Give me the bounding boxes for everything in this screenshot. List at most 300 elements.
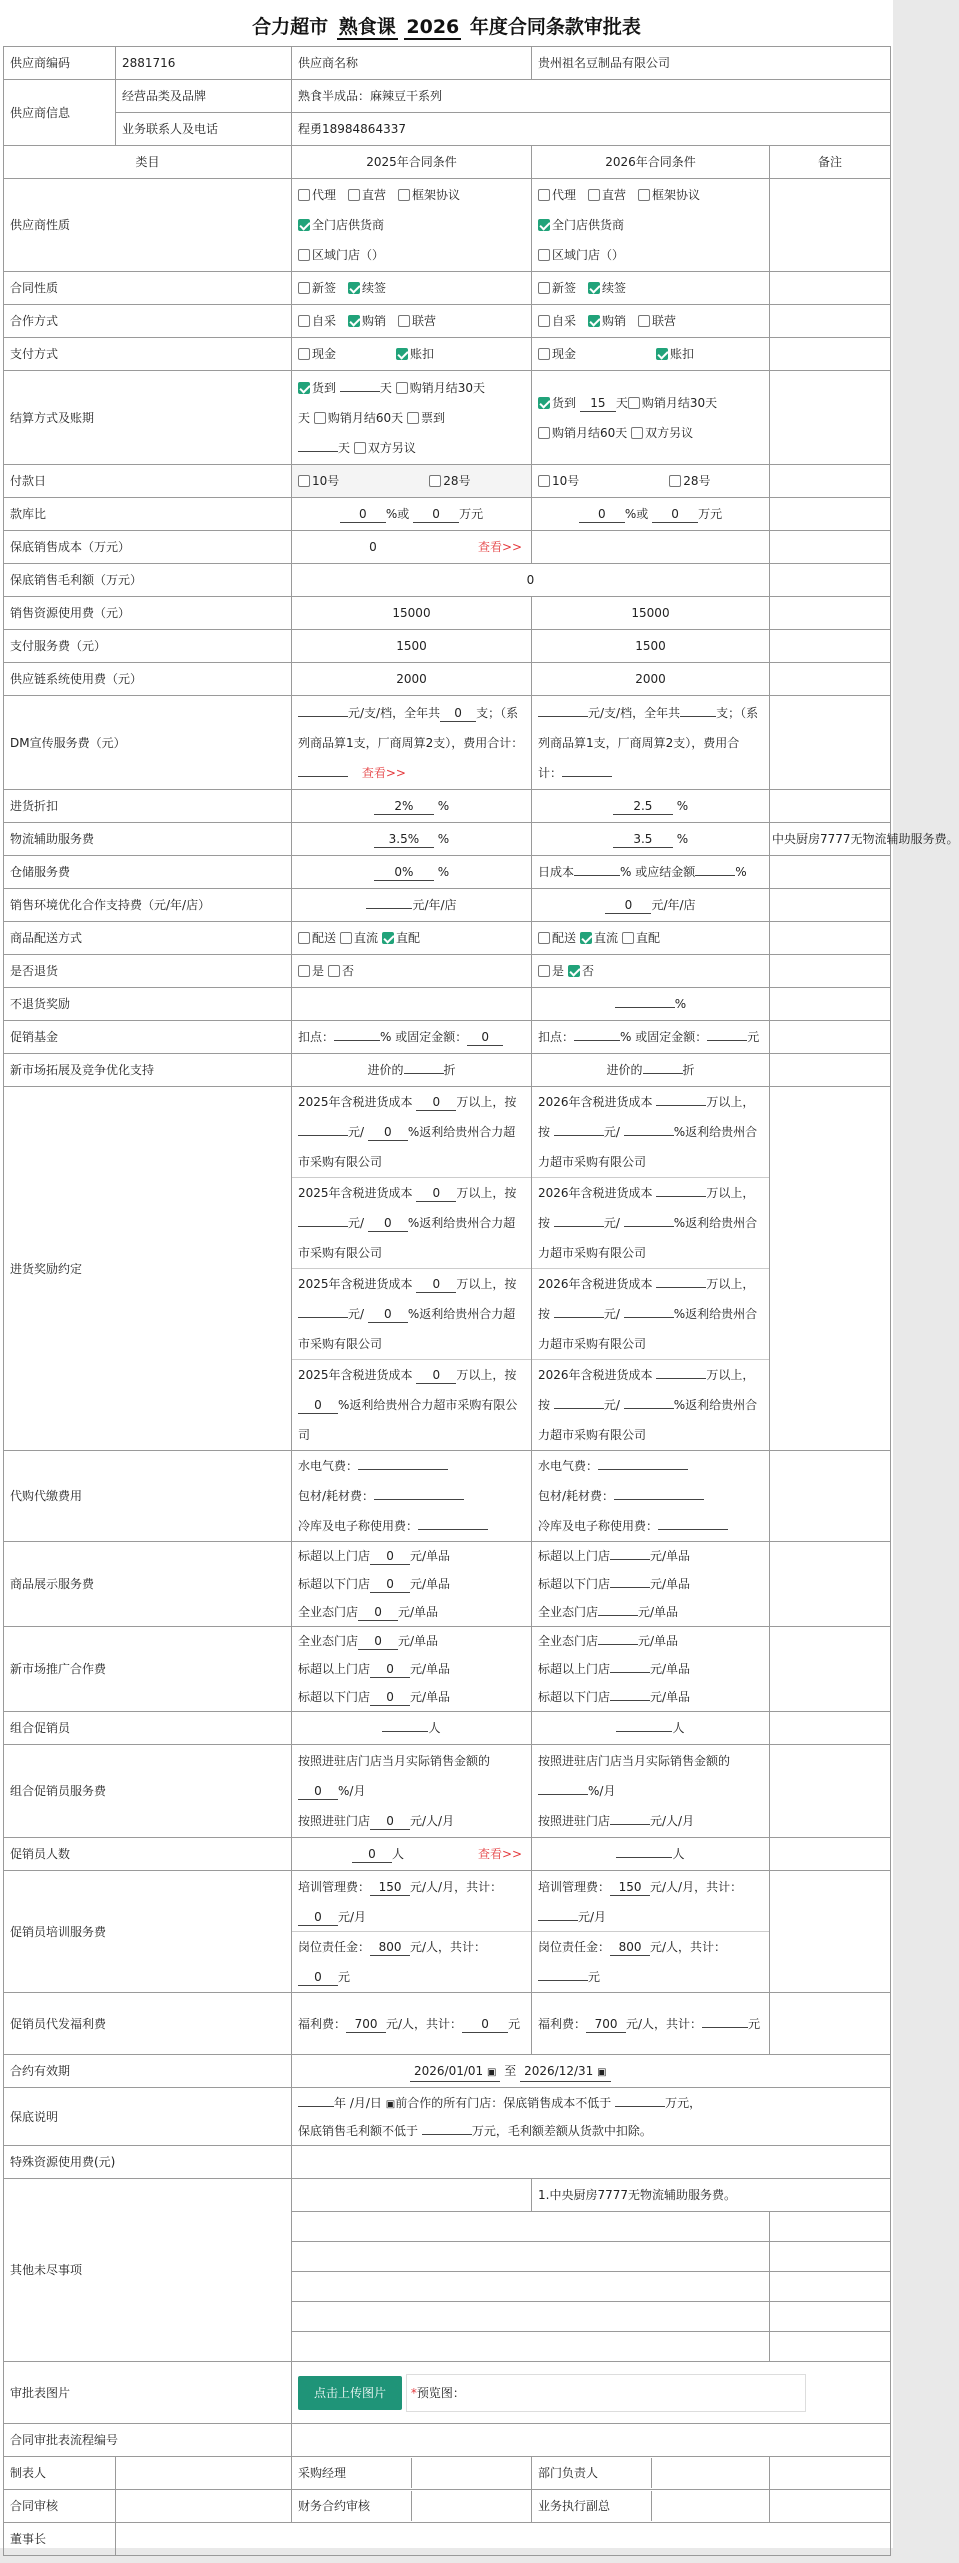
- delivery-label: 商品配送方式: [4, 922, 292, 955]
- cost-input[interactable]: 0: [416, 1094, 456, 1111]
- pct-input[interactable]: [624, 1135, 674, 1136]
- ratio-label: 款库比: [4, 498, 292, 531]
- remark-cell: [770, 305, 891, 338]
- pct-input[interactable]: 0: [298, 1397, 338, 1414]
- yuan-input[interactable]: [554, 1408, 604, 1409]
- checkbox[interactable]: [656, 348, 668, 360]
- text: 扣点：: [538, 1030, 575, 1044]
- checkbox[interactable]: [538, 249, 550, 261]
- header-2026: 2026年合同条件: [532, 146, 770, 179]
- guarantee-note-label: 保底说明: [4, 2088, 292, 2146]
- checkbox[interactable]: [298, 965, 310, 977]
- count-input[interactable]: [382, 1731, 428, 1732]
- category-value: 熟食半成品：麻辣豆干系列: [292, 80, 891, 113]
- text: 扣点：: [298, 1030, 335, 1044]
- checkbox[interactable]: [669, 475, 681, 487]
- utility-input[interactable]: [358, 1469, 448, 1470]
- remark-cell: [770, 790, 891, 823]
- days-input[interactable]: [340, 391, 380, 392]
- cost-input[interactable]: [656, 1287, 706, 1288]
- opt-label: 28号: [683, 474, 711, 488]
- remark-cell: [770, 1451, 891, 1542]
- cost-input[interactable]: 0: [416, 1185, 456, 1202]
- warehouse-2026: [532, 856, 770, 889]
- opt-label: 新签: [552, 281, 577, 295]
- text: 全业态门店: [538, 1605, 599, 1619]
- text: % 或固定金额：: [380, 1030, 468, 1044]
- margin-input[interactable]: [422, 2134, 472, 2135]
- cost-input[interactable]: [615, 2106, 665, 2107]
- checkbox[interactable]: [538, 219, 550, 231]
- checkbox[interactable]: [396, 348, 408, 360]
- amount-input[interactable]: 0: [467, 1029, 503, 1046]
- pct-input[interactable]: 0: [298, 1783, 338, 1800]
- unit: 元/单品: [638, 1634, 679, 1648]
- training-2025: [292, 1871, 532, 1993]
- opt-label: 是: [312, 964, 325, 978]
- price-input[interactable]: [610, 1587, 650, 1588]
- checkbox[interactable]: [538, 397, 550, 409]
- checkbox[interactable]: [631, 427, 643, 439]
- cost-input[interactable]: [656, 1378, 706, 1379]
- checkbox[interactable]: [588, 315, 600, 327]
- logistics-2026: [532, 823, 770, 856]
- other-cell[interactable]: [770, 2332, 891, 2362]
- checkbox[interactable]: [588, 189, 600, 201]
- new-promo-2026: [532, 1627, 770, 1712]
- price-input[interactable]: 0: [370, 1576, 410, 1593]
- pay-day-2025: [292, 465, 532, 498]
- discount-input[interactable]: [404, 1073, 444, 1074]
- contract-nature-2026: [532, 272, 770, 305]
- dm-2025: [292, 696, 532, 790]
- checkbox[interactable]: [298, 282, 310, 294]
- remark-cell: [770, 1054, 891, 1087]
- total-input[interactable]: [298, 776, 348, 777]
- checkbox[interactable]: [314, 412, 326, 424]
- rebate-tier: [292, 1087, 531, 1178]
- price-input[interactable]: 0: [370, 1813, 410, 1830]
- checkbox[interactable]: [568, 965, 580, 977]
- opt-label: 账扣: [410, 347, 435, 361]
- display-label: 商品展示服务费: [4, 1542, 292, 1627]
- unit: %: [676, 799, 689, 813]
- checkbox[interactable]: [429, 475, 441, 487]
- fee-input[interactable]: 700: [586, 2016, 626, 2033]
- delivery-2026: [532, 922, 770, 955]
- rebate-tier: [292, 1360, 531, 1448]
- checkbox[interactable]: [348, 315, 360, 327]
- text: 保底销售毛利额不低于: [298, 2123, 419, 2138]
- price-input[interactable]: 0: [358, 1633, 398, 1650]
- checkbox[interactable]: [538, 189, 550, 201]
- audit-label: 合同审核: [4, 2490, 116, 2523]
- text: 标超以上门店: [538, 1549, 611, 1563]
- price-input[interactable]: [610, 1824, 650, 1825]
- dm-2026: [532, 696, 770, 790]
- view-link[interactable]: 查看>>: [478, 1847, 523, 1861]
- opt-label: 区域门店（）: [312, 248, 385, 262]
- checkbox[interactable]: [328, 965, 340, 977]
- total-input[interactable]: [538, 1920, 578, 1921]
- value: 0: [369, 540, 377, 554]
- opt-label: 直流: [354, 931, 379, 945]
- remark-cell: [770, 1021, 891, 1054]
- opt-label: 全门店供货商: [312, 218, 385, 232]
- checkbox[interactable]: [348, 282, 360, 294]
- checkbox[interactable]: [588, 282, 600, 294]
- text: 标超以上门店: [538, 1662, 611, 1676]
- promoters-2025: [292, 1838, 532, 1871]
- coop-2025: [292, 305, 532, 338]
- pct-input[interactable]: [624, 1317, 674, 1318]
- special-value[interactable]: [292, 2146, 891, 2179]
- info-label: 供应商信息: [4, 80, 116, 146]
- guarantee-cost-label: 保底销售成本（万元）: [4, 531, 292, 564]
- text: 万以上，按: [538, 1368, 755, 1412]
- warehouse-input[interactable]: 0%: [374, 864, 434, 881]
- logistics-label: 物流辅助服务费: [4, 823, 292, 856]
- total-input[interactable]: 0: [298, 1969, 338, 1986]
- utility-input[interactable]: [598, 1469, 688, 1470]
- opt-label: 全门店供货商: [552, 218, 625, 232]
- combo-2025: [292, 1712, 532, 1745]
- remark-cell: [770, 630, 891, 663]
- maker-label: 制表人: [4, 2457, 116, 2490]
- new-market-label: 新市场拓展及竞争优化支持: [4, 1054, 292, 1087]
- price-input[interactable]: 0: [358, 1604, 398, 1621]
- pct-input[interactable]: [624, 1408, 674, 1409]
- checkbox[interactable]: [340, 932, 352, 944]
- agent-fee-label: 代购代缴费用: [4, 1451, 292, 1542]
- guarantee-margin-label: 保底销售毛利额（万元）: [4, 564, 292, 597]
- price-input[interactable]: 0: [370, 1661, 410, 1678]
- checkbox[interactable]: [298, 348, 310, 360]
- count-input[interactable]: 0: [440, 705, 476, 722]
- fee-input[interactable]: 150: [370, 1879, 410, 1896]
- discount-2025: [292, 790, 532, 823]
- unit: 天: [615, 395, 628, 410]
- remark-cell: [770, 1712, 891, 1745]
- combo-label: 组合促销员: [4, 1712, 292, 1745]
- text: 元/: [603, 1216, 620, 1230]
- env-2025: [292, 889, 532, 922]
- opt-label: 10号: [552, 474, 580, 488]
- rebate-tier: [532, 1269, 769, 1360]
- env-label: 销售环境优化合作支持费（元/年/店）: [4, 889, 292, 922]
- settle-2026: [532, 371, 770, 465]
- opt-label: 直营: [362, 188, 387, 202]
- other-cell[interactable]: [292, 2302, 770, 2332]
- supply-fee-2026: 2000: [532, 663, 770, 696]
- checkbox[interactable]: [298, 219, 310, 231]
- dept-cell: [532, 2457, 770, 2490]
- text: % 或应结金额: [620, 865, 696, 879]
- price-input[interactable]: [610, 1672, 650, 1673]
- days-input[interactable]: [298, 451, 338, 452]
- yuan-input[interactable]: [554, 1135, 604, 1136]
- cost-input[interactable]: [574, 875, 620, 876]
- discount-input[interactable]: 2.5: [613, 798, 673, 815]
- warehouse-label: 仓储服务费: [4, 856, 292, 889]
- text: 万以上，按: [538, 1095, 755, 1139]
- upload-button[interactable]: 点击上传图片: [298, 2376, 402, 2410]
- checkbox[interactable]: [354, 442, 366, 454]
- text: 万以上，按: [456, 1368, 517, 1382]
- text: 元: [748, 2016, 761, 2031]
- unit: %: [437, 799, 450, 813]
- text: 培训管理费：: [298, 1879, 371, 1894]
- total-input[interactable]: [562, 776, 612, 777]
- contact-label: 业务联系人及电话: [116, 113, 292, 146]
- calendar-icon: ▣: [597, 2067, 607, 2078]
- pay-method-label: 支付方式: [4, 338, 292, 371]
- cost-input[interactable]: [656, 1196, 706, 1197]
- logistics-input[interactable]: 3.5%: [374, 831, 434, 848]
- checkbox[interactable]: [398, 315, 410, 327]
- opt-label: 新签: [312, 281, 337, 295]
- checkbox[interactable]: [538, 348, 550, 360]
- amount-input[interactable]: [707, 1040, 747, 1041]
- total-input[interactable]: [702, 2027, 748, 2028]
- count-input[interactable]: [680, 716, 716, 717]
- buyer-cell: [292, 2457, 532, 2490]
- checkbox[interactable]: [622, 932, 634, 944]
- checkbox[interactable]: [538, 315, 550, 327]
- returns-label: 是否退货: [4, 955, 292, 988]
- year-input[interactable]: [298, 2106, 334, 2107]
- text: 2026年含税进货成本: [538, 1095, 653, 1109]
- checkbox[interactable]: [298, 315, 310, 327]
- checkbox[interactable]: [348, 189, 360, 201]
- other-label: 其他未尽事项: [4, 2179, 292, 2362]
- price-input[interactable]: [610, 1700, 650, 1701]
- checkbox[interactable]: [538, 282, 550, 294]
- contract-nature-2025: [292, 272, 532, 305]
- view-link[interactable]: 查看>>: [478, 540, 523, 554]
- other-cell[interactable]: [292, 2332, 770, 2362]
- unit: 元/单品: [650, 1549, 691, 1563]
- other-cell[interactable]: [292, 2212, 770, 2242]
- yuan-input[interactable]: [554, 1226, 604, 1227]
- opt-label: 购销: [602, 314, 627, 328]
- checkbox[interactable]: [298, 249, 310, 261]
- count-input[interactable]: [616, 1731, 672, 1732]
- ratio-pct-input[interactable]: 0: [579, 506, 625, 523]
- checkbox[interactable]: [538, 965, 550, 977]
- count-input[interactable]: 0: [352, 1846, 392, 1863]
- unit: 天: [338, 440, 351, 455]
- ratio-amount-input[interactable]: 0: [413, 506, 459, 523]
- code-value: 2881716: [116, 47, 292, 80]
- preview-label: 预览图：: [416, 2385, 465, 2400]
- checkbox[interactable]: [298, 475, 310, 487]
- checkbox[interactable]: [396, 382, 408, 394]
- checkbox[interactable]: [580, 932, 592, 944]
- cold-storage-input[interactable]: [418, 1529, 488, 1530]
- env-input[interactable]: 0: [605, 897, 651, 914]
- checkbox[interactable]: [538, 475, 550, 487]
- other-note: 1.中央厨房7777无物流辅助服务费。: [532, 2179, 891, 2212]
- cold-storage-input[interactable]: [658, 1529, 728, 1530]
- price-input[interactable]: 0: [370, 1548, 410, 1565]
- text: 2026年含税进货成本: [538, 1277, 653, 1291]
- discount-input[interactable]: 2%: [374, 798, 434, 815]
- unit: 元/年/店: [412, 898, 457, 912]
- yuan-input[interactable]: [298, 1317, 348, 1318]
- checkbox[interactable]: [298, 382, 310, 394]
- opt-label: 购销月结60天: [327, 410, 404, 425]
- fee-input[interactable]: 150: [610, 1879, 650, 1896]
- material-input[interactable]: [614, 1499, 704, 1500]
- cost-input[interactable]: 0: [416, 1276, 456, 1293]
- env-input[interactable]: [366, 908, 412, 909]
- rate-input[interactable]: [334, 1040, 380, 1041]
- text: 福利费：: [298, 2016, 347, 2031]
- discount-input[interactable]: [643, 1073, 683, 1074]
- opt-label: 现金: [552, 347, 577, 361]
- remark-cell: [770, 272, 891, 305]
- price-input[interactable]: [298, 716, 348, 717]
- yuan-input[interactable]: [298, 1226, 348, 1227]
- calendar-icon[interactable]: ▣: [385, 2098, 396, 2110]
- checkbox[interactable]: [638, 189, 650, 201]
- logistics-input[interactable]: 3.5: [613, 831, 673, 848]
- opt-label: 联营: [412, 314, 437, 328]
- text: 元/人，共计：: [626, 2016, 703, 2031]
- checkbox[interactable]: [382, 932, 394, 944]
- checkbox[interactable]: [538, 932, 550, 944]
- promo-fund-label: 促销基金: [4, 1021, 292, 1054]
- vp-label: 业务执行副总: [532, 2491, 652, 2521]
- date-text: 2026/12/31: [524, 2064, 594, 2078]
- price-input[interactable]: 0: [370, 1689, 410, 1706]
- text: 包材/耗材费：: [538, 1489, 615, 1503]
- text: 支；（系列商品算1支，厂商周算2支），费用合计：: [538, 705, 759, 780]
- checkbox[interactable]: [298, 189, 310, 201]
- pay-method-2025: [292, 338, 532, 371]
- cost-input[interactable]: 0: [416, 1367, 456, 1384]
- remark-cell: [770, 988, 891, 1021]
- end-date-input[interactable]: [520, 2063, 610, 2082]
- price-input[interactable]: [538, 716, 588, 717]
- other-cell[interactable]: [770, 2272, 891, 2302]
- unit: %: [437, 865, 450, 879]
- image-value: [292, 2362, 891, 2424]
- checkbox[interactable]: [628, 397, 640, 409]
- checkbox[interactable]: [407, 412, 419, 424]
- unit: 元/年/店: [651, 898, 696, 912]
- deposit-input[interactable]: 800: [610, 1939, 650, 1956]
- text: %返利给贵州合力超市采购有限公司: [298, 1216, 516, 1260]
- count-input[interactable]: [616, 1857, 672, 1858]
- checkbox[interactable]: [638, 315, 650, 327]
- checkbox[interactable]: [398, 189, 410, 201]
- checkbox[interactable]: [538, 427, 550, 439]
- other-cell[interactable]: [292, 2242, 770, 2272]
- other-cell[interactable]: [770, 2212, 891, 2242]
- text: 万以上，按: [538, 1277, 755, 1321]
- ratio-amount-input[interactable]: 0: [652, 506, 698, 523]
- nature-label: 供应商性质: [4, 179, 292, 272]
- price-input[interactable]: [610, 1559, 650, 1560]
- unit: 元/单品: [410, 1549, 451, 1563]
- other-cell[interactable]: [770, 2242, 891, 2272]
- material-input[interactable]: [374, 1499, 464, 1500]
- text: 标超以上门店: [298, 1662, 371, 1676]
- other-cell[interactable]: [292, 2179, 532, 2212]
- rebate-tier: [532, 1360, 769, 1448]
- yuan-input[interactable]: [298, 1135, 348, 1136]
- ratio-pct-input[interactable]: 0: [340, 506, 386, 523]
- text: 万元: [459, 507, 484, 521]
- logistics-2025: [292, 823, 532, 856]
- text: 进价的: [606, 1063, 643, 1077]
- service-fee-2026: 1500: [532, 630, 770, 663]
- text: 标超以下门店: [298, 1690, 371, 1704]
- pct-input[interactable]: [538, 1794, 588, 1795]
- cost-input[interactable]: [656, 1105, 706, 1106]
- welfare-label: 促销员代发福利费: [4, 1993, 292, 2055]
- guarantee-cost-2026: [532, 531, 770, 564]
- amount-input[interactable]: [695, 875, 735, 876]
- pct-input[interactable]: 0: [368, 1124, 408, 1141]
- opt-label: 续签: [362, 281, 387, 295]
- opt-label: 代理: [312, 188, 337, 202]
- code-label: 供应商编码: [4, 47, 116, 80]
- pct-input[interactable]: 0: [368, 1215, 408, 1232]
- view-link[interactable]: 查看>>: [361, 765, 406, 780]
- total-input[interactable]: 0: [298, 1909, 338, 1926]
- price-input[interactable]: [598, 1644, 638, 1645]
- pct-input[interactable]: [624, 1226, 674, 1227]
- total-input[interactable]: 0: [462, 2016, 508, 2033]
- remark-cell: [770, 371, 891, 465]
- text: 元: [338, 1969, 351, 1984]
- other-cell[interactable]: [770, 2302, 891, 2332]
- name-label: 供应商名称: [292, 47, 532, 80]
- reward-input[interactable]: [615, 1007, 675, 1008]
- supply-fee-2025: 2000: [292, 663, 532, 696]
- days-input[interactable]: 15: [580, 395, 616, 412]
- promoters-2026: [532, 1838, 770, 1871]
- text: 标超以下门店: [298, 1577, 371, 1591]
- unit: 人: [391, 1847, 404, 1861]
- checkbox[interactable]: [298, 932, 310, 944]
- remark-cell: [770, 1542, 891, 1627]
- total-input[interactable]: [538, 1980, 588, 1981]
- rate-input[interactable]: [574, 1040, 620, 1041]
- other-cell[interactable]: [292, 2272, 770, 2302]
- opt-label: 区域门店（）: [552, 248, 625, 262]
- text: 元/: [603, 1125, 620, 1139]
- price-input[interactable]: [598, 1615, 638, 1616]
- supply-fee-label: 供应链系统使用费（元）: [4, 663, 292, 696]
- combo-2026: [532, 1712, 770, 1745]
- opt-label: 直流: [594, 931, 619, 945]
- vp-cell: [532, 2490, 770, 2523]
- buyer-label: 采购经理: [292, 2458, 412, 2488]
- deposit-input[interactable]: 800: [370, 1939, 410, 1956]
- yuan-input[interactable]: [554, 1317, 604, 1318]
- nature-2026: [532, 179, 770, 272]
- text: 至: [504, 2064, 517, 2078]
- fee-input[interactable]: 700: [346, 2016, 386, 2033]
- discount-label: 进货折扣: [4, 790, 292, 823]
- pct-input[interactable]: 0: [368, 1306, 408, 1323]
- text: 2026年含税进货成本: [538, 1368, 653, 1382]
- start-date-input[interactable]: [410, 2063, 500, 2082]
